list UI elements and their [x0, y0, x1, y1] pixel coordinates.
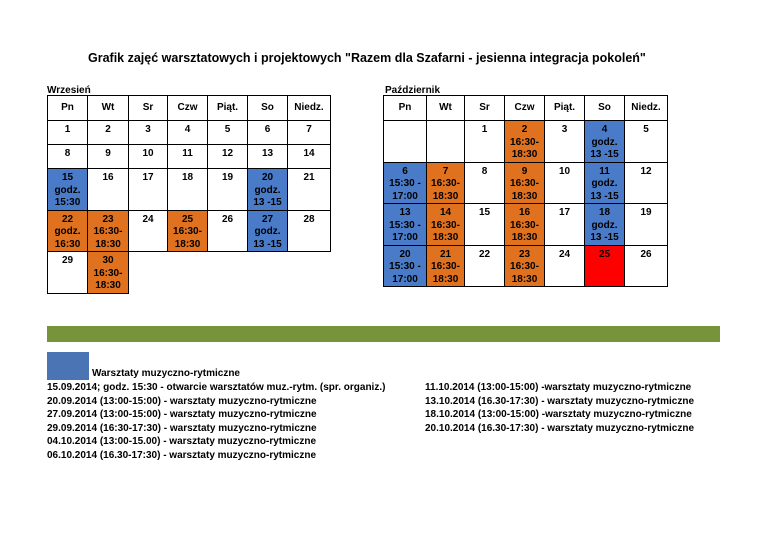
day-cell — [48, 252, 88, 294]
day-cell — [208, 169, 248, 211]
day-cell — [168, 145, 208, 169]
day-number: 6 — [264, 124, 271, 135]
day-number: 15 — [61, 172, 74, 183]
legend-entry: 15.09.2014; godz. 15:30 - otwarcie warsztatów muz.-rytm. (spr. organiz.) — [47, 382, 386, 393]
weekday-header: Sr — [129, 96, 168, 121]
day-number: 10 — [558, 165, 571, 177]
day-detail: 13 -15 — [590, 232, 619, 243]
day-detail: 18:30 — [511, 149, 538, 160]
day-cell — [384, 162, 427, 204]
day-detail: 17:00 — [392, 273, 418, 285]
day-number: 8 — [64, 148, 71, 159]
legend-entry: 20.10.2014 (16.30-17:30) - warsztaty muzyczno-rytmiczne — [425, 422, 695, 434]
day-cell — [384, 245, 427, 287]
day-number: 21 — [439, 248, 452, 260]
week-row — [48, 252, 331, 294]
day-detail: 18:30 — [174, 238, 201, 250]
day-number: 1 — [481, 124, 488, 135]
day-cell — [248, 210, 288, 252]
day-detail: godz. — [54, 184, 81, 196]
day-number: 8 — [481, 165, 488, 177]
day-cell — [505, 162, 545, 204]
legend-color-swatch — [47, 352, 89, 380]
weekday-header: Wt — [88, 96, 129, 121]
weekday-header-row — [48, 96, 331, 121]
day-detail: 15:30 - — [389, 178, 421, 189]
day-cell — [465, 245, 505, 287]
day-number: 2 — [105, 124, 111, 135]
day-cell — [129, 145, 168, 169]
day-number: 19 — [221, 172, 234, 183]
day-number: 7 — [306, 124, 312, 135]
day-cell — [88, 145, 129, 169]
day-number: 14 — [303, 148, 315, 159]
day-number: 26 — [640, 248, 652, 260]
week-row — [384, 121, 668, 163]
day-detail: 18:30 — [432, 232, 459, 243]
day-cell — [208, 121, 248, 145]
day-cell — [465, 162, 505, 204]
legend-entry: 11.10.2014 (13:00-15:00) -warsztaty muzyczno-rytmiczne — [425, 382, 692, 393]
day-cell — [168, 169, 208, 211]
day-cell — [625, 121, 668, 163]
day-cell — [48, 145, 88, 169]
day-number: 16 — [518, 207, 531, 218]
green-separator-bar — [47, 326, 720, 342]
day-detail: 16:30- — [510, 136, 539, 148]
day-number: 6 — [402, 165, 408, 177]
day-detail: godz. — [591, 219, 618, 231]
weekday-header: Pn — [48, 96, 88, 121]
day-detail: 16:30- — [93, 267, 123, 279]
weekday-header: Niedz. — [288, 96, 331, 121]
day-number: 15 — [478, 207, 491, 218]
day-cell — [465, 121, 505, 163]
day-detail: 18:30 — [432, 273, 459, 285]
day-cell — [384, 204, 427, 246]
day-detail: 16:30- — [510, 219, 539, 231]
day-number: 12 — [221, 148, 234, 159]
day-number: 21 — [303, 172, 315, 183]
day-number: 4 — [601, 124, 608, 135]
day-cell — [88, 210, 129, 252]
week-row — [48, 169, 331, 211]
day-detail: 18:30 — [511, 232, 538, 243]
day-detail: 16:30- — [93, 226, 123, 237]
weekday-header: Piąt. — [208, 96, 248, 121]
october-calendar — [383, 95, 668, 287]
day-cell — [288, 210, 331, 252]
day-number: 9 — [521, 165, 528, 177]
day-cell — [248, 121, 288, 145]
weekday-header: Niedz. — [625, 96, 668, 121]
weekday-header: Czw — [168, 96, 208, 121]
week-row — [384, 162, 668, 204]
day-number: 5 — [224, 124, 231, 135]
weekday-header: So — [585, 96, 625, 121]
legend-entry: 20.09.2014 (13:00-15:00) - warsztaty muzyczno-rytmiczne — [47, 395, 317, 407]
day-cell — [168, 210, 208, 252]
week-row — [384, 204, 668, 246]
day-detail: godz. — [254, 184, 281, 196]
day-detail: 16:30- — [510, 261, 539, 272]
day-cell — [625, 204, 668, 246]
day-cell — [625, 245, 668, 287]
day-number: 7 — [442, 165, 449, 177]
day-cell — [427, 204, 465, 246]
legend-entry: 29.09.2014 (16:30-17:30) - warsztaty muzyczno-rytmiczne — [47, 422, 317, 434]
day-number: 18 — [598, 207, 611, 218]
day-number: 25 — [181, 213, 194, 225]
day-cell — [208, 145, 248, 169]
day-number: 23 — [102, 213, 114, 225]
day-detail: 16:30- — [431, 219, 460, 231]
weekday-header: Pn — [384, 96, 427, 121]
day-number: 27 — [261, 213, 274, 225]
day-detail: 17:00 — [392, 190, 418, 202]
day-cell — [129, 169, 168, 211]
day-cell — [48, 169, 88, 211]
september-label: Wrzesień — [47, 85, 91, 96]
day-number: 24 — [558, 248, 571, 260]
weekday-header: Czw — [505, 96, 545, 121]
day-cell — [545, 245, 585, 287]
day-cell — [427, 245, 465, 287]
day-detail: 15:30 - — [389, 261, 421, 272]
day-detail: 15:30 — [54, 197, 81, 208]
day-number: 30 — [102, 255, 114, 266]
day-detail: 13 -15 — [590, 190, 619, 202]
day-number: 17 — [558, 207, 571, 218]
day-number: 14 — [439, 207, 452, 218]
weekday-header: So — [248, 96, 288, 121]
day-detail: 13 -15 — [590, 149, 619, 160]
day-cell — [625, 162, 668, 204]
day-cell — [384, 121, 427, 163]
day-number: 2 — [521, 124, 528, 135]
day-number: 4 — [184, 124, 191, 135]
day-cell — [48, 121, 88, 145]
day-number: 25 — [598, 248, 611, 260]
day-cell — [545, 121, 585, 163]
october-label: Październik — [385, 85, 441, 96]
day-number: 3 — [561, 124, 568, 135]
day-cell — [585, 245, 625, 287]
day-detail: godz. — [591, 178, 618, 189]
day-number: 17 — [142, 172, 154, 183]
day-cell — [505, 245, 545, 287]
day-detail: 16:30- — [173, 226, 202, 237]
weekday-header: Wt — [427, 96, 465, 121]
day-number: 11 — [182, 148, 193, 159]
day-cell — [129, 121, 168, 145]
legend-entry: 18.10.2014 (13:00-15:00) -warsztaty muzyczno-rytmiczne — [425, 409, 692, 421]
day-number: 23 — [518, 248, 531, 260]
day-cell — [88, 252, 129, 294]
legend-entry: 04.10.2014 (13:00-15.00) - warsztaty muzyczno-rytmiczne — [47, 436, 317, 448]
weekday-header: Piąt. — [545, 96, 585, 121]
day-detail: 15:30 - — [389, 219, 421, 231]
day-number: 28 — [303, 213, 315, 225]
day-cell — [48, 210, 88, 252]
day-detail: 16:30 — [54, 238, 81, 250]
day-number: 22 — [61, 213, 74, 225]
day-number: 3 — [145, 124, 151, 135]
day-detail: 16:30- — [431, 261, 460, 272]
week-row — [48, 145, 331, 169]
day-detail: 13 -15 — [253, 197, 282, 208]
day-detail: 17:00 — [392, 232, 418, 243]
day-number: 20 — [399, 248, 411, 260]
day-number: 1 — [64, 124, 71, 135]
day-cell — [545, 162, 585, 204]
week-row — [48, 121, 331, 145]
day-number: 24 — [142, 213, 154, 225]
day-number: 26 — [221, 213, 234, 225]
day-cell — [88, 121, 129, 145]
day-detail: 18:30 — [511, 273, 538, 285]
day-number: 9 — [105, 148, 111, 159]
day-detail: godz. — [254, 226, 281, 237]
legend-entry: 27.09.2014 (13:00-15:00) - warsztaty muzyczno-rytmiczne — [47, 409, 317, 421]
day-number: 13 — [399, 207, 411, 218]
day-number: 5 — [643, 124, 649, 135]
page-title: Grafik zajęć warsztatowych i projektowych "Razem dla Szafarni - jesienna integracja pokoleń" — [88, 51, 646, 65]
weekday-header-row — [384, 96, 668, 121]
day-number: 20 — [261, 172, 274, 183]
day-cell — [465, 204, 505, 246]
day-cell — [585, 121, 625, 163]
day-number: 10 — [142, 148, 154, 159]
day-detail: 18:30 — [95, 280, 121, 291]
day-number: 18 — [181, 172, 194, 183]
legend-title: Warsztaty muzyczno-rytmiczne — [92, 368, 240, 379]
day-detail: 16:30- — [510, 178, 539, 189]
day-cell — [505, 204, 545, 246]
day-detail: godz. — [54, 226, 81, 237]
september-calendar — [47, 95, 331, 294]
day-cell — [288, 145, 331, 169]
legend-entry: 13.10.2014 (16.30-17:30) - warsztaty muzyczno-rytmiczne — [425, 395, 695, 407]
day-number: 29 — [61, 255, 74, 266]
day-detail: godz. — [591, 136, 618, 148]
day-detail: 18:30 — [432, 190, 459, 202]
legend-left-list — [47, 381, 385, 463]
weekday-header: Sr — [465, 96, 505, 121]
day-cell — [545, 204, 585, 246]
legend-right-list — [425, 381, 694, 435]
day-number: 11 — [599, 165, 610, 177]
day-cell — [248, 145, 288, 169]
day-number: 16 — [102, 172, 114, 183]
day-detail: 16:30- — [431, 178, 460, 189]
week-row — [48, 210, 331, 252]
day-cell — [427, 162, 465, 204]
day-cell — [208, 210, 248, 252]
day-number: 22 — [478, 248, 491, 260]
day-detail: 18:30 — [95, 238, 121, 250]
day-detail: 13 -15 — [253, 238, 282, 250]
legend-entry: 06.10.2014 (16.30-17:30) - warsztaty muzyczno-rytmiczne — [47, 449, 317, 461]
day-number: 19 — [640, 207, 652, 218]
day-number: 12 — [640, 165, 652, 177]
day-cell — [88, 169, 129, 211]
day-detail: 18:30 — [511, 190, 538, 202]
day-cell — [129, 210, 168, 252]
day-cell — [585, 162, 625, 204]
day-cell — [288, 121, 331, 145]
day-cell — [288, 169, 331, 211]
day-cell — [427, 121, 465, 163]
day-cell — [248, 169, 288, 211]
week-row — [384, 245, 668, 287]
day-cell — [168, 121, 208, 145]
day-cell — [585, 204, 625, 246]
day-number: 13 — [261, 148, 274, 159]
day-cell — [505, 121, 545, 163]
